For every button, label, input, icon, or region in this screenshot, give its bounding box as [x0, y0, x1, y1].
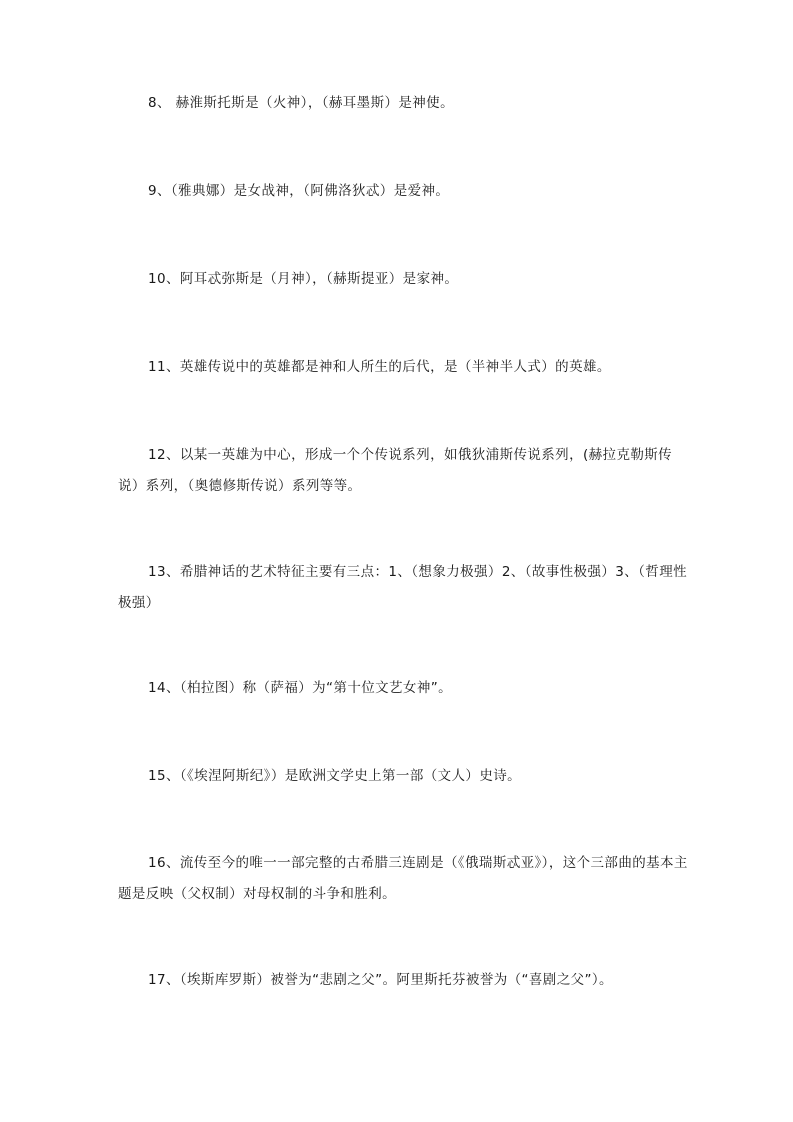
question-item-10: 10、阿耳忒弥斯是（月神），（赫斯提亚）是家神。 [148, 271, 459, 287]
question-item-12: 12、以某一英雄为中心，形成一个个传说系列，如俄狄浦斯传说系列，(赫拉克勒斯传说）系列，（奥德修斯传说）系列等等。 [118, 447, 673, 494]
question-item-17: 17、（埃斯库罗斯）被誉为“悲剧之父”。阿里斯托芬被誉为（“喜剧之父”）。 [148, 972, 613, 988]
question-item-15: 15、（《埃涅阿斯纪》）是欧洲文学史上第一部（文人）史诗。 [148, 768, 522, 784]
question-item-14: 14、（柏拉图）称（萨福）为“第十位文艺女神”。 [148, 680, 453, 696]
question-item-11: 11、英雄传说中的英雄都是神和人所生的后代，是（半神半人式）的英雄。 [148, 359, 611, 375]
question-item-8: 8、 赫淮斯托斯是（火神），（赫耳墨斯）是神使。 [148, 95, 454, 111]
question-item-13: 13、希腊神话的艺术特征主要有三点：1、（想象力极强）2、（故事性极强）3、（哲理性极强） [118, 564, 687, 611]
question-item-9: 9、（雅典娜）是女战神，（阿佛洛狄忒）是爱神。 [148, 183, 450, 199]
question-item-16: 16、流传至今的唯一一部完整的古希腊三连剧是（《俄瑞斯忒亚》），这个三部曲的基本主题是反映（父权制）对母权制的斗争和胜利。 [118, 855, 688, 902]
